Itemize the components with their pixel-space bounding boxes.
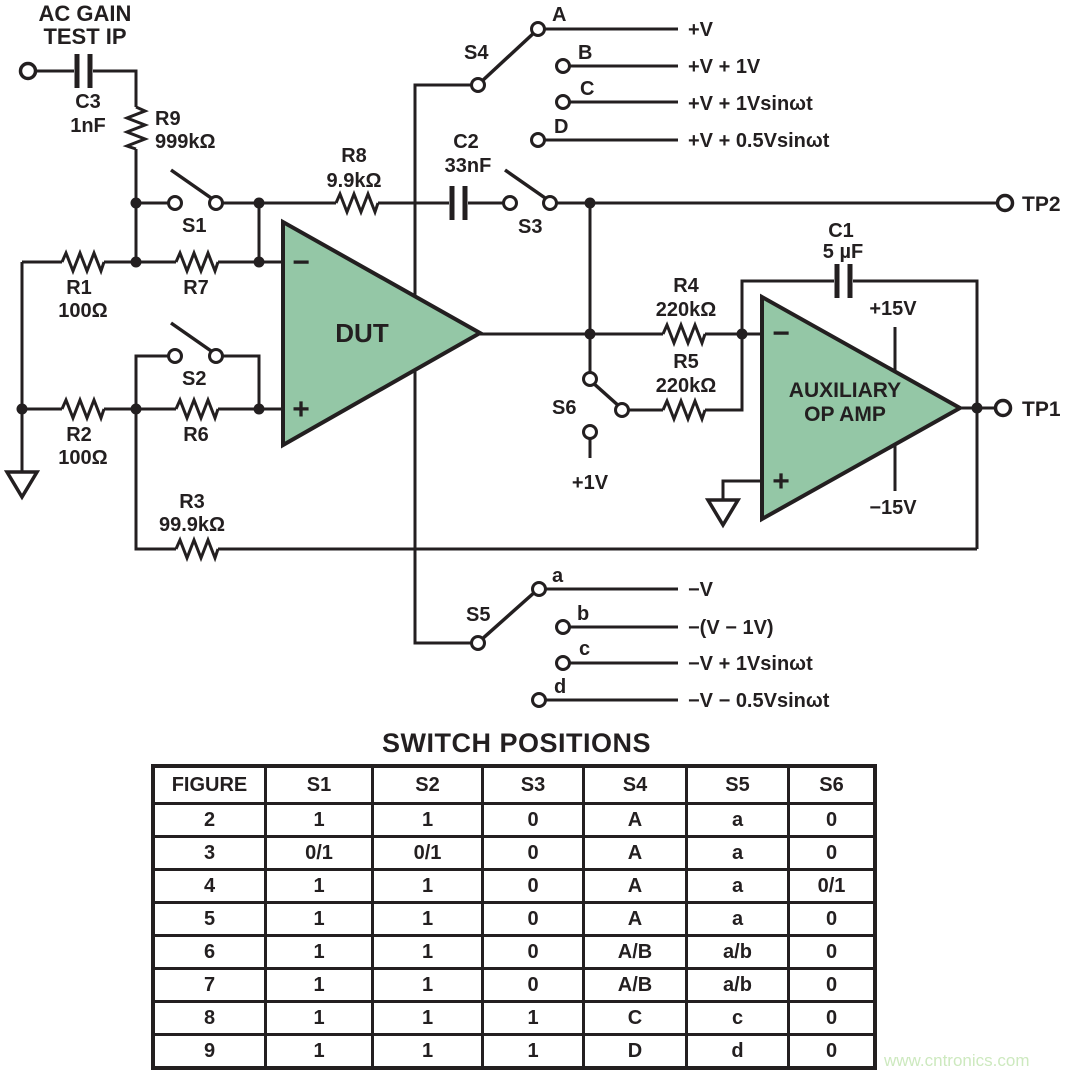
s5-tap-c-voltage: −V + 1Vsinωt bbox=[688, 653, 813, 675]
dut-opamp bbox=[283, 222, 480, 445]
r9-ref: R9 bbox=[155, 108, 181, 130]
r7-ref: R7 bbox=[183, 277, 209, 299]
s1-label: S1 bbox=[182, 215, 207, 237]
ground-symbol-main bbox=[7, 472, 37, 497]
c1-value: 5 µF bbox=[822, 241, 864, 263]
r4-ref: R4 bbox=[673, 275, 699, 297]
s4-tap-d-voltage: +V + 0.5Vsinωt bbox=[688, 130, 830, 152]
aux-inverting-input-label: − bbox=[772, 317, 790, 350]
aux-positive-supply-label: +15V bbox=[869, 298, 917, 320]
cell: 1 bbox=[373, 1035, 483, 1069]
tp2-label: TP2 bbox=[1022, 193, 1061, 216]
s4-tap-a-key: A bbox=[552, 4, 567, 26]
cell: 0 bbox=[789, 1002, 876, 1035]
input-label-line2: TEST IP bbox=[43, 24, 127, 49]
cell: a/b bbox=[687, 936, 789, 969]
cell: 9 bbox=[153, 1035, 266, 1069]
table-row bbox=[153, 969, 875, 1002]
capacitor-c2 bbox=[445, 131, 492, 220]
switch-positions-table bbox=[151, 764, 877, 1070]
cell: a bbox=[687, 837, 789, 870]
table-row bbox=[153, 870, 875, 903]
s5-tap-d-voltage: −V − 0.5Vsinωt bbox=[688, 690, 830, 712]
r1-value: 100Ω bbox=[58, 300, 108, 322]
r9-value: 999kΩ bbox=[155, 131, 216, 153]
s2-label: S2 bbox=[182, 368, 207, 390]
s4-tap-b-key: B bbox=[578, 42, 593, 64]
r4-value: 220kΩ bbox=[655, 299, 717, 321]
aux-opamp-label-line1: AUXILIARY bbox=[788, 379, 902, 402]
cell: A/B bbox=[584, 936, 687, 969]
cell: 0 bbox=[483, 936, 584, 969]
c2-value: 33nF bbox=[444, 155, 492, 177]
cell: 0 bbox=[789, 936, 876, 969]
s5-tap-d-key: d bbox=[554, 676, 567, 698]
c1-ref: C1 bbox=[828, 220, 854, 242]
s5-label: S5 bbox=[466, 604, 491, 626]
cell: 1 bbox=[373, 936, 483, 969]
aux-opamp bbox=[762, 297, 960, 519]
ground-symbol-aux bbox=[708, 500, 738, 525]
cell: 1 bbox=[266, 969, 373, 1002]
cell: 0/1 bbox=[789, 870, 876, 903]
cell: c bbox=[687, 1002, 789, 1035]
cell: 1 bbox=[266, 1002, 373, 1035]
r3-value: 99.9kΩ bbox=[158, 514, 226, 536]
cell: C bbox=[584, 1002, 687, 1035]
cell: 1 bbox=[266, 804, 373, 837]
table-row bbox=[153, 936, 875, 969]
resistor-r1 bbox=[58, 253, 107, 322]
aux-negative-supply-label: −15V bbox=[869, 497, 917, 519]
s5-tap-b-voltage: −(V − 1V) bbox=[688, 617, 774, 639]
cell: A bbox=[584, 870, 687, 903]
cell: 1 bbox=[266, 936, 373, 969]
r5-value: 220kΩ bbox=[655, 375, 717, 397]
input-label-line1: AC GAIN bbox=[38, 1, 132, 26]
cell: 1 bbox=[373, 870, 483, 903]
r2-ref: R2 bbox=[66, 424, 92, 446]
s5-tap-a-key: a bbox=[552, 565, 564, 587]
cell: a/b bbox=[687, 969, 789, 1002]
cell: 4 bbox=[153, 870, 266, 903]
cell: 1 bbox=[483, 1035, 584, 1069]
switch-s5 bbox=[466, 565, 830, 712]
dut-label: DUT bbox=[335, 318, 389, 348]
cell: 0 bbox=[789, 1035, 876, 1069]
cell: 0/1 bbox=[266, 837, 373, 870]
s5-tap-b-key: b bbox=[577, 603, 590, 625]
cell: D bbox=[584, 1035, 687, 1069]
cell: 0 bbox=[789, 837, 876, 870]
tp1-label: TP1 bbox=[1022, 398, 1061, 421]
cell: 3 bbox=[153, 837, 266, 870]
plus-1v-source-label: +1V bbox=[571, 472, 609, 494]
s3-label: S3 bbox=[518, 216, 543, 238]
r6-ref: R6 bbox=[183, 424, 209, 446]
resistor-r6 bbox=[176, 400, 218, 446]
cell: 1 bbox=[266, 870, 373, 903]
s5-tap-a-voltage: −V bbox=[688, 579, 714, 601]
cell: 0 bbox=[483, 837, 584, 870]
cell: 0 bbox=[789, 903, 876, 936]
table-row bbox=[153, 1002, 875, 1035]
cell: 5 bbox=[153, 903, 266, 936]
switch-s4 bbox=[464, 4, 830, 152]
col-header-s2: S2 bbox=[373, 766, 483, 804]
switch-s2 bbox=[169, 323, 223, 390]
cell: 0/1 bbox=[373, 837, 483, 870]
dut-inverting-input-label: − bbox=[292, 246, 310, 279]
s5-tap-c-key: c bbox=[579, 638, 591, 660]
cell: 1 bbox=[266, 903, 373, 936]
cell: 1 bbox=[373, 804, 483, 837]
cell: A/B bbox=[584, 969, 687, 1002]
s4-tap-a-voltage: +V bbox=[688, 19, 714, 41]
table-row bbox=[153, 804, 875, 837]
cell: 1 bbox=[373, 1002, 483, 1035]
test-point-tp1 bbox=[996, 398, 1061, 421]
c3-value: 1nF bbox=[70, 115, 106, 137]
resistor-r2 bbox=[58, 400, 107, 469]
cell: 1 bbox=[483, 1002, 584, 1035]
cell: A bbox=[584, 804, 687, 837]
r1-ref: R1 bbox=[66, 277, 92, 299]
col-header-s1: S1 bbox=[266, 766, 373, 804]
cell: 0 bbox=[483, 969, 584, 1002]
cell: a bbox=[687, 903, 789, 936]
capacitor-c3 bbox=[70, 54, 106, 137]
cell: 6 bbox=[153, 936, 266, 969]
col-header-s3: S3 bbox=[483, 766, 584, 804]
aux-opamp-label-line2: OP AMP bbox=[804, 403, 886, 426]
cell: 0 bbox=[483, 804, 584, 837]
capacitor-c1 bbox=[823, 220, 863, 298]
switch-s1 bbox=[169, 170, 223, 237]
s4-tap-d-key: D bbox=[554, 116, 569, 138]
aux-noninverting-input-label: + bbox=[772, 465, 790, 498]
cell: A bbox=[584, 837, 687, 870]
r3-ref: R3 bbox=[179, 491, 205, 513]
col-header-s5: S5 bbox=[687, 766, 789, 804]
r8-ref: R8 bbox=[341, 145, 367, 167]
test-point-tp2 bbox=[998, 193, 1061, 216]
resistor-r7 bbox=[176, 253, 218, 299]
watermark: www.cntronics.com bbox=[884, 1051, 1030, 1070]
dut-noninverting-input-label: + bbox=[292, 393, 310, 426]
s4-tap-c-voltage: +V + 1Vsinωt bbox=[688, 93, 813, 115]
col-header-figure: FIGURE bbox=[153, 766, 266, 804]
cell: 7 bbox=[153, 969, 266, 1002]
c3-ref: C3 bbox=[75, 91, 101, 113]
r5-ref: R5 bbox=[673, 351, 699, 373]
table-row bbox=[153, 903, 875, 936]
resistor-r9 bbox=[127, 107, 216, 153]
c2-ref: C2 bbox=[453, 131, 479, 153]
table-header-row bbox=[153, 766, 875, 804]
cell: 2 bbox=[153, 804, 266, 837]
switch-s6 bbox=[552, 373, 629, 495]
col-header-s4: S4 bbox=[584, 766, 687, 804]
cell: d bbox=[687, 1035, 789, 1069]
table-row bbox=[153, 837, 875, 870]
cell: 1 bbox=[373, 969, 483, 1002]
col-header-s6: S6 bbox=[789, 766, 876, 804]
cell: 0 bbox=[483, 870, 584, 903]
cell: A bbox=[584, 903, 687, 936]
s4-tap-b-voltage: +V + 1V bbox=[688, 56, 761, 78]
cell: 1 bbox=[373, 903, 483, 936]
s4-label: S4 bbox=[464, 42, 489, 64]
r8-value: 9.9kΩ bbox=[326, 170, 382, 192]
table-title: SWITCH POSITIONS bbox=[381, 728, 651, 758]
s6-label: S6 bbox=[552, 397, 577, 419]
cell: a bbox=[687, 804, 789, 837]
s4-tap-c-key: C bbox=[580, 78, 595, 100]
table-row bbox=[153, 1035, 875, 1069]
cell: 1 bbox=[266, 1035, 373, 1069]
cell: 0 bbox=[789, 969, 876, 1002]
cell: 8 bbox=[153, 1002, 266, 1035]
r2-value: 100Ω bbox=[58, 447, 108, 469]
cell: 0 bbox=[789, 804, 876, 837]
cell: 0 bbox=[483, 903, 584, 936]
cell: a bbox=[687, 870, 789, 903]
switch-s3 bbox=[504, 170, 557, 238]
